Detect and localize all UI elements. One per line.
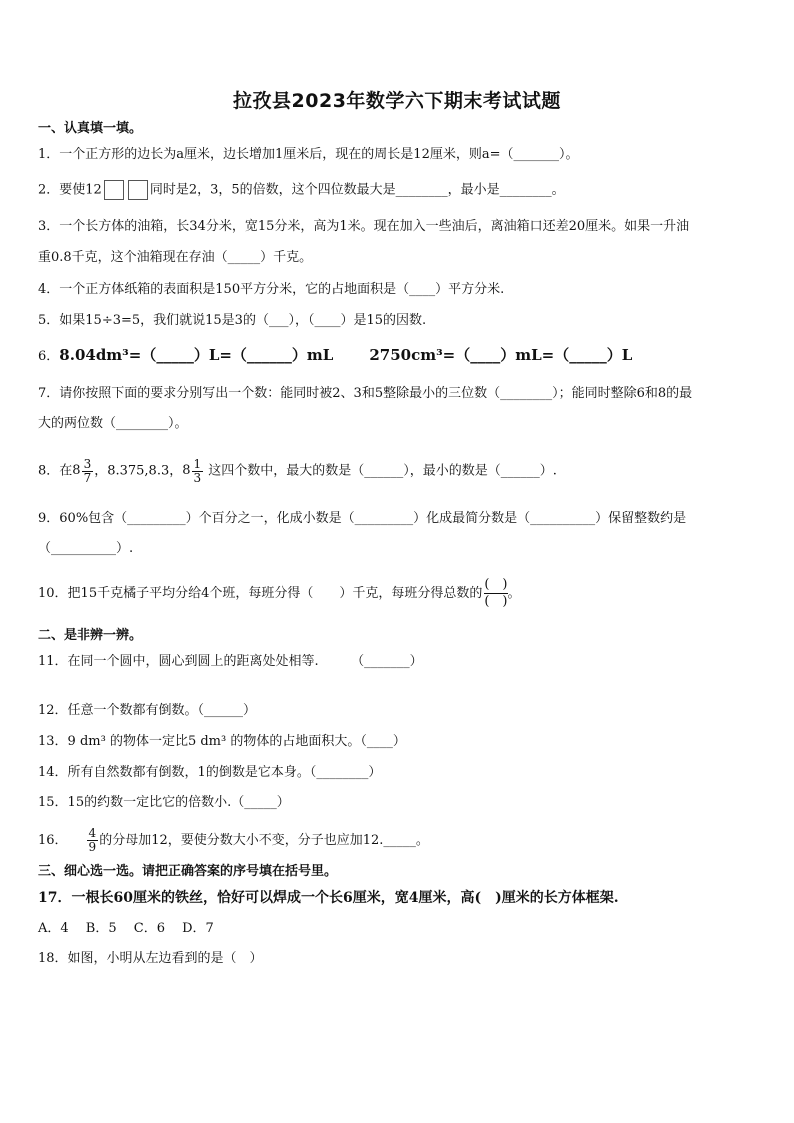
question-8: [38, 454, 764, 489]
digit-box-1[interactable]: [104, 180, 124, 200]
question-10-end: 。: [507, 586, 521, 601]
mixed-number-1-fraction: [82, 458, 94, 485]
question-9-line-1: 9．60%包含（_________）个百分之一，化成小数是（_________）化成最简分数是（__________）保留整数约是: [38, 511, 687, 526]
fraction-numerator: 3: [83, 456, 92, 471]
question-11: 11．在同一个圆中，圆心到圆上的距离处处相等. （_______）: [38, 654, 423, 669]
section-heading-fill-in: 一、认真填一填。: [38, 121, 143, 136]
question-8-middle: ，8.375,8.3，: [94, 463, 183, 479]
question-16-label: 16．: [38, 833, 68, 848]
question-7-line-1: 7．请你按照下面的要求分别写出一个数：能同时被2、3和5整除最小的三位数（________）；能同时整除6和8的最: [38, 386, 693, 401]
question-14: 14．所有自然数都有倒数，1的倒数是它本身。（________）: [38, 765, 382, 780]
question-2: [38, 180, 764, 201]
question-12: 12．任意一个数都有倒数。（______）: [38, 703, 257, 718]
section-heading-true-false: 二、是非辨一辨。: [38, 628, 143, 643]
question-16-text: 的分母加12，要使分数大小不变，分子也应加12._____。: [99, 833, 429, 848]
question-8-prefix: 8．在: [38, 463, 73, 479]
blank-numerator: ( ): [484, 577, 508, 592]
blank-denominator: ( ): [484, 594, 508, 609]
question-7-line-2: 大的两位数（________）。: [38, 416, 188, 431]
question-2-prefix: 2．要使12: [38, 182, 102, 198]
fraction-denominator: 9: [88, 840, 97, 854]
question-10-text: 10．把15千克橘子平均分给4个班，每班分得（ ）千克，每班分得总数的: [38, 586, 483, 601]
question-17: 17．一根长60厘米的铁丝，恰好可以焊成一个长6厘米，宽4厘米，高( )厘米的长方体框架.: [38, 890, 619, 906]
section-heading-choice: 三、细心选一选。请把正确答案的序号填在括号里。: [38, 864, 338, 879]
page-title: 拉孜县2023年数学六下期末考试试题: [233, 90, 561, 112]
question-13: 13．9 dm³ 的物体一定比5 dm³ 的物体的占地面积大。（____）: [38, 734, 406, 749]
mixed-number-2-integer: 8: [182, 463, 191, 478]
question-16-fraction: [87, 827, 99, 854]
question-9-line-2: （__________）.: [38, 541, 134, 556]
question-5: 5．如果15÷3=5，我们就说15是3的（___），（____）是15的因数.: [38, 313, 427, 328]
digit-box-2[interactable]: [128, 180, 148, 200]
question-8-suffix: 这四个数中，最大的数是（______），最小的数是（______）.: [208, 463, 557, 479]
question-4: 4．一个正方体纸箱的表面积是150平方分米，它的占地面积是（____）平方分米.: [38, 282, 505, 297]
question-3-line-2: 重0.8千克，这个油箱现在存油（_____）千克。: [38, 250, 313, 265]
question-10: [38, 574, 764, 614]
fraction-numerator: 4: [88, 826, 97, 840]
question-6-part-1: 8.04dm³=（_____）L=（______）mL: [59, 346, 334, 364]
question-6-label: 6．: [38, 349, 60, 364]
question-18: 18．如图，小明从左边看到的是（ ）: [38, 951, 263, 966]
question-15: 15．15的约数一定比它的倍数小.（_____）: [38, 795, 290, 810]
question-17-options: A．4 B．5 C．6 D．7: [38, 921, 214, 936]
fraction-numerator: 1: [193, 456, 202, 471]
question-1: 1．一个正方形的边长为a厘米，边长增加1厘米后，现在的周长是12厘米，则a=（_______）。: [38, 147, 579, 162]
fraction-denominator: 7: [83, 470, 92, 485]
fraction-denominator: 3: [193, 470, 202, 485]
question-16: [38, 822, 764, 860]
question-6: [38, 345, 764, 367]
mixed-number-1-integer: 8: [72, 463, 81, 478]
mixed-number-2-fraction: [192, 458, 204, 485]
question-2-suffix: 同时是2，3，5的倍数，这个四位数最大是________，最小是________。: [149, 182, 565, 198]
question-3-line-1: 3．一个长方体的油箱，长34分米，宽15分米，高为1米。现在加入一些油后，离油箱口还差20厘米。如果一升油: [38, 219, 690, 234]
question-6-part-2: 2750cm³=（____）mL=（_____）L: [369, 346, 633, 364]
blank-fraction[interactable]: [484, 577, 507, 610]
